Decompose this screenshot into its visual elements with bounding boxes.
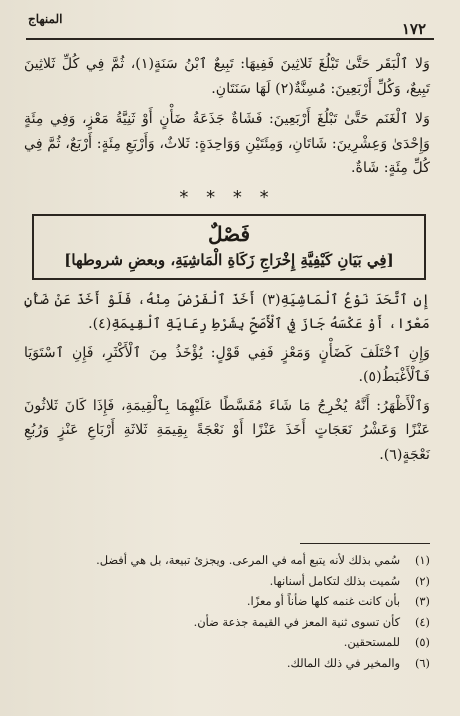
paragraph-sheep: وَلا ٱلْغَنَم حَتَّىٰ تَبْلُغَ أَرْبَعِينَ: فَشَاةٌ جَذَعَةُ ضَأْنٍ أَوْ ثَنِيَّةُ مَعْزٍ، وَفِي مِئَةٍ وَإِحْدَىٰ وَعِشْرِينَ: شَاتَانِ، وَمِئَتَيْنِ وَوَاحِدَةٍ: ثَلاثٌ، وَأَرْبَعِ مِئَةٍ: أَرْبَعٌ، ثُمَّ فِي كُلِّ مِئَةٍ: شَاةٌ.: [24, 111, 430, 176]
section-title: فَصْلٌ: [207, 221, 251, 246]
footnote-number: (٢): [414, 573, 430, 588]
paragraph-preferred-view: وَٱلْأَظْهَرُ: أَنَّهُ يُخْرِجُ مَا شَاءَ مُقَسَّطًا عَلَيْهِمَا بِٱلْقِيمَةِ، فَإِذَا كَانَ ثَلاثُونَ عَنْزًا وَعَشْرُ نَعَجَاتٍ أَخَذَ عَنْزًا أَوْ نَعْجَةً بِقِيمَةِ ثَلاثَةِ أَرْبَاعِ عَنْزٍ وَرُبُعِ نَعْجَةٍ(٦).: [24, 397, 430, 463]
book-name: المنهاج: [28, 12, 63, 26]
paragraph-cattle: وَلا ٱلْبَقَر حَتَّىٰ تَبْلُغَ ثَلاثِينَ فَفِيهَا: تَبِيعٌ ٱبْنُ سَنَةٍ(١)، ثُمَّ فِي كُلِّ ثَلاثِينَ تَبِيعٌ، وَكُلِّ أَرْبَعِينَ: مُسِنَّةٌ(٢) لَهَا سَنَتَانِ.: [24, 56, 430, 97]
footnote-number: (٥): [414, 635, 430, 650]
footnote-text: سُمي بذلك لأنه يتبع أمه في المرعى. ويجزئ تبيعة، بل هي أفضل.: [96, 553, 400, 567]
paragraph-same-type: إِنِ ٱتَّحَدَ نَوْعُ ٱلْمَاشِيَةِ(٣) أَخَذَ ٱلْفَرْضَ مِنْهُ، فَلَوْ أَخَذَ عَنْ ضَأْنٍ مَعْزًا، أَوْ عَكْسَهُ جَازَ فِي ٱلْأَصَحِّ بِشَرْطِ رِعَايَةِ ٱلْقِيمَةِ(٤).: [24, 291, 430, 332]
footnote-item: [34, 653, 430, 674]
paragraph-mixed-type: وَإِنِ ٱخْتَلَفَ كَضَأْنٍ وَمَعْزٍ فَفِي قَوْلٍ: يُؤْخَذُ مِنَ ٱلْأَكْثَرِ، فَإِنِ ٱسْتَوَيَا فَٱلْأَغْبَطُ(٥).: [24, 344, 430, 385]
footnote-item: [34, 591, 430, 612]
footnote-rule: [300, 543, 430, 544]
page-header: [0, 0, 460, 36]
footnote-item: [34, 612, 430, 633]
section-subtitle: [فِي بَيَانِ كَيْفِيَّةِ إِخْرَاجِ زَكَاةِ الْمَاشِيَةِ، وبعضِ شروطها]: [64, 250, 394, 269]
footnote-number: (٤): [414, 614, 430, 629]
footnote-item: [34, 632, 430, 653]
footnote-item: [34, 571, 430, 592]
footnote-text: كأن تسوى ثنية المعز في القيمة جذعة ضأن.: [193, 614, 400, 629]
footnote-text: للمستحقين.: [343, 635, 400, 650]
separator-stars: * * * *: [179, 186, 275, 208]
footnote-number: (١): [414, 553, 430, 567]
footnote-number: (٦): [414, 655, 430, 670]
section-heading-box: [32, 214, 426, 280]
footnote-text: بأن كانت غنمه كلها ضأناً أو معزًا.: [246, 594, 400, 609]
footnote-text: سُميت بذلك لتكامل أسنانها.: [269, 573, 400, 588]
page-number: ١٧٢: [401, 20, 426, 38]
header-rule: [26, 38, 434, 40]
footnotes: [34, 550, 430, 674]
footnote-text: والمخير في ذلك المالك.: [286, 655, 400, 670]
main-text: [24, 46, 430, 467]
footnote-item: [34, 550, 430, 571]
footnote-number: (٣): [414, 594, 430, 609]
